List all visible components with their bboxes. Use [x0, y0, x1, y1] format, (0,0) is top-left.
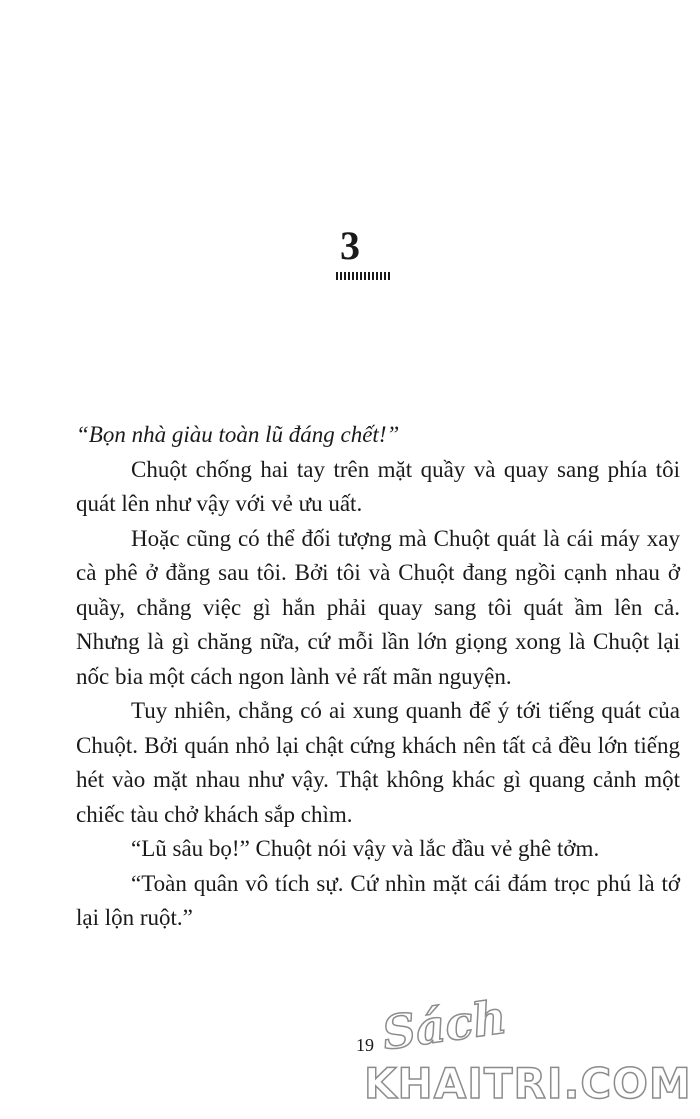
paragraph-opening-quote: “Bọn nhà giàu toàn lũ đáng chết!” [76, 422, 400, 447]
watermark-logo [362, 989, 698, 1118]
watermark-script-text: Sách [378, 989, 510, 1061]
chapter-ornament [336, 272, 392, 280]
paragraph: “Lũ sâu bọ!” Chuột nói vậy và lắc đầu vẻ ghê tởm. [131, 836, 600, 861]
paragraph: Chuột chống hai tay trên mặt quầy và quay sang phía tôi quát lên như vậy với vẻ ưu uất. [76, 456, 680, 516]
page-number: 19 [356, 1035, 374, 1055]
paragraph: Tuy nhiên, chẳng có ai xung quanh để ý tới tiếng quát của Chuột. Bởi quán nhỏ lại chật cứng khách nên tất cả đều lớn tiếng hét vào mặt nhau như vậy. Thật không khác gì quang cảnh một chiếc tàu chở khách sắp chìm. [76, 698, 680, 827]
chapter-number: 3 [340, 223, 360, 268]
body-text [76, 418, 680, 936]
watermark-brand-text: KHAITRI.COM [364, 1059, 692, 1108]
paragraph: Hoặc cũng có thể đối tượng mà Chuột quát là cái máy xay cà phê ở đằng sau tôi. Bởi tôi và Chuột đang ngồi cạnh nhau ở quầy, chẳng việc gì hắn phải quay sang tôi quát ầm lên cả. Nhưng là gì chăng nữa, cứ mỗi lần lớn giọng xong là Chuột lại nốc bia một cách ngon lành vẻ rất mãn nguyện. [76, 525, 680, 689]
paragraph: “Toàn quân vô tích sự. Cứ nhìn mặt cái đám trọc phú là tớ lại lộn ruột.” [76, 870, 680, 930]
